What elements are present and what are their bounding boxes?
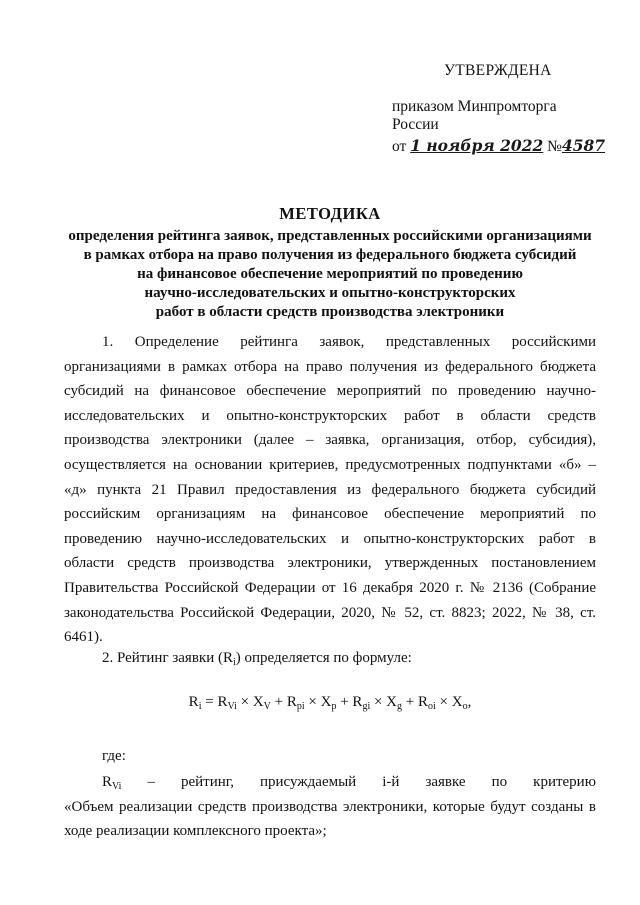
definition-first-line (102, 770, 596, 795)
where-label: где: (102, 748, 126, 764)
title-line: определения рейтинга заявок, представленных российскими организациями (68, 228, 592, 244)
p2-sub: i (232, 657, 236, 668)
p2-text-end: ) определяется по формуле: (235, 650, 412, 666)
f-plus: + (336, 694, 353, 710)
definition-word: i-й (382, 774, 400, 790)
number-prefix: № (547, 138, 562, 155)
f-x3-sub: g (397, 701, 403, 712)
definition-word: присуждаемый (259, 774, 357, 790)
f-t3-sub: gi (362, 701, 371, 712)
title-line: работ в области средств производства электроники (155, 304, 505, 320)
f-lhs-sub: i (198, 701, 202, 712)
f-x2: × X (304, 694, 332, 710)
f-plus: + (402, 694, 418, 710)
title-main: МЕТОДИКА (279, 204, 381, 223)
f-x4: × X (435, 694, 463, 710)
f-t2-sub: pi (296, 701, 305, 712)
title-line: на финансовое обеспечение мероприятий по проведению (137, 266, 523, 282)
definition-word: по (491, 774, 508, 790)
title-line: научно-исследовательских и опытно-конструкторских (144, 285, 516, 301)
f-t3: R (352, 694, 363, 710)
f-x1-sub: V (263, 701, 271, 712)
p2-text: 2. Рейтинг заявки (R (102, 650, 233, 666)
f-t2: R (286, 694, 297, 710)
f-eq: = (201, 694, 218, 710)
f-t1: R (217, 694, 228, 710)
definition-word: критерию (533, 774, 596, 790)
date-prefix: от (392, 138, 407, 155)
f-x3: × X (370, 694, 398, 710)
f-t4: R (417, 694, 428, 710)
document-title (40, 204, 620, 322)
approval-stamp (392, 62, 607, 158)
title-line: в рамках отбора на право получения из федерального бюджета субсидий (83, 247, 577, 263)
approval-heading: УТВЕРЖДЕНА (444, 62, 552, 79)
approval-date-line (392, 136, 607, 158)
f-lhs: R (188, 694, 199, 710)
definition-rvi (64, 770, 596, 844)
handwritten-number: 4587 (561, 136, 606, 155)
handwritten-date: 1 ноября 2022 (410, 136, 544, 155)
definition-word: рейтинг, (180, 774, 234, 790)
f-x4-sub: o (462, 701, 468, 712)
definition-word: – (147, 774, 155, 790)
definition-rest: «Объем реализации средств производства электроники, которые будут созданы в ходе реализации комплексного проекта»; (64, 798, 596, 840)
f-t1-sub: Vi (227, 701, 237, 712)
f-x2-sub: p (331, 701, 337, 712)
f-t4-sub: oi (428, 701, 436, 712)
f-end: , (467, 694, 472, 710)
f-x1: × X (236, 694, 264, 710)
paragraph-1: 1. Определение рейтинга заявок, представленных российскими организациями в рамках отбора на право получения из федерального бюджета субсидий на финансовое обеспечение мероприятий по проведению научно-исследовательских и опытно-конструкторских работ в области средств производства электроники (далее – заявка, организация, отбор, субсидия), осуществляется на основании критериев, предусмотренных подпунктами «б» – «д» пункта 21 Правил предоставления из федерального бюджета субсидий российским организациям на финансовое обеспечение мероприятий по проведению научно-исследовательских и опытно-конструкторских работ в области средств производства электроники, утвержденных постановлением Правительства Российской Федерации от 16 декабря 2020 г. № 2136 (Собрание законодательства Российской Федерации, 2020, № 52, ст. 8823; 2022, № 38, ст. 6461). (64, 334, 596, 646)
approval-issuer: приказом Минпромторга России (392, 98, 557, 133)
definition-symbol: $R_{Vi}$ (102, 774, 122, 792)
rating-formula (64, 694, 596, 711)
paragraph-2 (102, 646, 596, 671)
definition-word: заявке (425, 774, 466, 790)
f-plus: + (270, 694, 287, 710)
